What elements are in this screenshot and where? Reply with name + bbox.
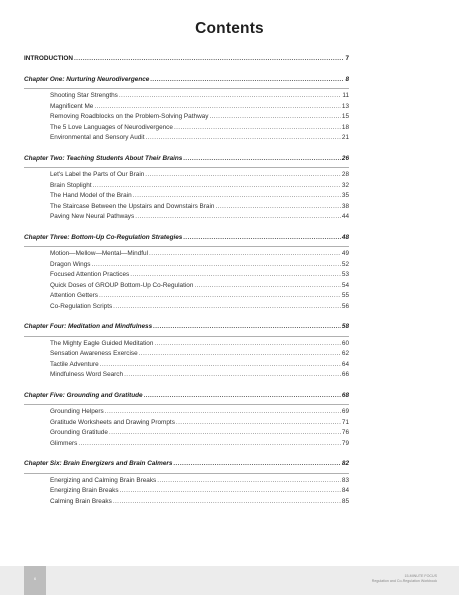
toc-entry-page: 7 xyxy=(345,55,349,62)
chapter-divider xyxy=(24,336,349,337)
dot-leader xyxy=(194,281,341,292)
toc-chapter-block xyxy=(24,391,349,450)
chapter-divider xyxy=(24,246,349,247)
dot-leader xyxy=(119,91,342,102)
toc-item-page: 35 xyxy=(341,192,349,199)
toc-item[interactable] xyxy=(24,170,349,181)
toc-item-page: 13 xyxy=(341,102,349,110)
dot-leader xyxy=(183,233,341,244)
toc-item[interactable] xyxy=(24,370,349,381)
toc-item[interactable] xyxy=(24,428,349,439)
footer-line-1: 15-MINUTE FOCUS xyxy=(404,574,437,578)
toc-item-list xyxy=(24,170,349,223)
toc-item-label: Grounding Gratitude xyxy=(50,429,108,436)
toc-item-list xyxy=(24,249,349,312)
toc-chapter-label: Chapter Three: Bottom-Up Co-Regulation Strategies xyxy=(24,233,183,241)
dot-leader xyxy=(94,102,341,113)
dot-leader xyxy=(133,191,341,202)
toc-item-list xyxy=(24,407,349,449)
toc-chapter-label: Chapter One: Nurturing Neurodivergence xyxy=(24,75,150,83)
toc-item-page: 32 xyxy=(341,181,349,189)
dot-leader xyxy=(135,212,341,223)
toc-item-page: 28 xyxy=(341,171,349,178)
toc-item-page: 64 xyxy=(341,360,349,368)
toc-item[interactable] xyxy=(24,281,349,292)
toc-item-page: 53 xyxy=(341,271,349,278)
toc-item[interactable] xyxy=(24,360,349,371)
toc-chapter-block xyxy=(24,322,349,381)
toc-item[interactable] xyxy=(24,102,349,113)
toc-chapter-block xyxy=(24,233,349,313)
toc-item-page: 38 xyxy=(341,202,349,210)
toc-item[interactable] xyxy=(24,91,349,102)
toc-item-list xyxy=(24,476,349,508)
toc-chapter-heading[interactable] xyxy=(24,459,349,470)
toc-item-page: 76 xyxy=(341,429,349,436)
toc-item-page: 55 xyxy=(341,292,349,299)
toc-item-label: Co-Regulation Scripts xyxy=(50,302,113,310)
dot-leader xyxy=(113,302,341,313)
toc-item-label: Glimmers xyxy=(50,439,78,447)
toc-item[interactable] xyxy=(24,486,349,497)
toc-item-page: 11 xyxy=(342,92,349,99)
dot-leader xyxy=(120,486,341,497)
toc-chapter-label: Chapter Six: Brain Energizers and Brain Calmers xyxy=(24,460,173,467)
toc-item-page: 49 xyxy=(341,250,349,257)
toc-item-label: Dragon Wings xyxy=(50,260,91,268)
toc-chapter-page: 82 xyxy=(341,460,349,467)
dot-leader xyxy=(109,428,341,439)
toc-item[interactable] xyxy=(24,349,349,360)
toc-item[interactable] xyxy=(24,418,349,429)
toc-item-label: Mindfulness Word Search xyxy=(50,371,124,378)
toc-item-page: 56 xyxy=(341,302,349,310)
toc-item[interactable] xyxy=(24,339,349,350)
dot-leader xyxy=(150,75,344,86)
chapter-divider xyxy=(24,404,349,405)
dot-leader xyxy=(174,123,341,134)
dot-leader xyxy=(130,270,341,281)
toc-item-label: The Staircase Between the Upstairs and Downstairs Brain xyxy=(50,202,215,210)
chapter-divider xyxy=(24,167,349,168)
toc-item-label: Grounding Helpers xyxy=(50,408,104,415)
toc-item-page: 85 xyxy=(341,497,349,505)
dot-leader xyxy=(93,181,341,192)
toc-item-label: Magnificent Me xyxy=(50,102,94,110)
toc-chapter-block xyxy=(24,459,349,507)
toc-item-page: 60 xyxy=(341,339,349,347)
toc-item-label: Gratitude Worksheets and Drawing Prompts xyxy=(50,418,175,426)
toc-chapter-heading[interactable] xyxy=(24,322,349,333)
toc-item[interactable] xyxy=(24,191,349,202)
table-of-contents xyxy=(24,52,349,507)
toc-item[interactable] xyxy=(24,407,349,418)
dot-leader xyxy=(124,370,341,381)
dot-leader xyxy=(99,291,341,302)
toc-item-label: Energizing Brain Breaks xyxy=(50,487,119,494)
toc-item-label: Shooting Star Strengths xyxy=(50,92,118,99)
toc-entry-label: INTRODUCTION xyxy=(24,55,73,62)
toc-item[interactable] xyxy=(24,291,349,302)
toc-item-page: 83 xyxy=(341,476,349,484)
toc-chapter-page: 58 xyxy=(341,323,349,330)
toc-item-page: 18 xyxy=(341,123,349,131)
toc-chapter-page: 26 xyxy=(341,154,349,162)
toc-item-label: The 5 Love Languages of Neurodivergence xyxy=(50,123,173,131)
dot-leader xyxy=(176,418,341,429)
toc-item-page: 52 xyxy=(341,260,349,268)
toc-item-label: Tactile Adventure xyxy=(50,360,99,368)
chapter-divider xyxy=(24,473,349,474)
dot-leader xyxy=(78,439,341,450)
toc-chapter-label: Chapter Five: Grounding and Gratitude xyxy=(24,391,143,399)
toc-item[interactable] xyxy=(24,202,349,213)
toc-item-page: 44 xyxy=(341,213,349,220)
toc-item-label: Calming Brain Breaks xyxy=(50,497,112,505)
dot-leader xyxy=(139,349,341,360)
dot-leader xyxy=(145,170,341,181)
toc-item-label: Attention Getters xyxy=(50,292,98,299)
dot-leader xyxy=(74,54,344,65)
toc-chapter-page: 48 xyxy=(341,233,349,241)
dot-leader xyxy=(153,322,341,333)
toc-item[interactable] xyxy=(24,249,349,260)
toc-item-label: Removing Roadblocks on the Problem-Solving Pathway xyxy=(50,113,209,120)
toc-item-label: Quick Doses of GROUP Bottom-Up Co-Regulation xyxy=(50,281,194,289)
toc-item-page: 84 xyxy=(341,487,349,494)
toc-item[interactable] xyxy=(24,270,349,281)
dot-leader xyxy=(146,133,341,144)
dot-leader xyxy=(105,407,341,418)
toc-item-page: 66 xyxy=(341,371,349,378)
footer-book-title xyxy=(317,574,437,584)
footer-line-2: Regulation and Co-Regulation Workbook xyxy=(371,579,437,583)
toc-item-label: Let's Label the Parts of Our Brain xyxy=(50,171,145,178)
toc-item-list xyxy=(24,339,349,381)
toc-chapter-label: Chapter Four: Meditation and Mindfulness xyxy=(24,323,153,330)
toc-item[interactable] xyxy=(24,212,349,223)
toc-chapter-block xyxy=(24,154,349,223)
toc-chapter-label: Chapter Two: Teaching Students About Their Brains xyxy=(24,154,183,162)
toc-item[interactable] xyxy=(24,123,349,134)
dot-leader xyxy=(209,112,340,123)
dot-leader xyxy=(144,391,341,402)
dot-leader xyxy=(154,339,341,350)
toc-item[interactable] xyxy=(24,439,349,450)
toc-chapter-heading[interactable] xyxy=(24,391,349,402)
toc-item-list xyxy=(24,91,349,144)
toc-item[interactable] xyxy=(24,476,349,487)
toc-item[interactable] xyxy=(24,133,349,144)
dot-leader xyxy=(100,360,341,371)
dot-leader xyxy=(215,202,340,213)
toc-item[interactable] xyxy=(24,497,349,508)
toc-item-label: Motion—Mellow—Mental—Mindful xyxy=(50,250,149,257)
dot-leader xyxy=(157,476,341,487)
toc-item-page: 79 xyxy=(341,439,349,447)
toc-item-label: Environmental and Sensory Audit xyxy=(50,134,145,141)
toc-item-label: Energizing and Calming Brain Breaks xyxy=(50,476,157,484)
toc-item-label: Focused Attention Practices xyxy=(50,271,130,278)
toc-chapter-block xyxy=(24,75,349,144)
toc-chapter-heading[interactable] xyxy=(24,233,349,244)
toc-chapter-heading[interactable] xyxy=(24,75,349,86)
dot-leader xyxy=(113,497,341,508)
toc-item[interactable] xyxy=(24,112,349,123)
toc-item[interactable] xyxy=(24,181,349,192)
toc-item-page: 62 xyxy=(341,350,349,357)
dot-leader xyxy=(183,154,341,165)
toc-item-label: The Hand Model of the Brain xyxy=(50,192,132,199)
toc-item-label: Paving New Neural Pathways xyxy=(50,213,135,220)
toc-item-label: The Mighty Eagle Guided Meditation xyxy=(50,339,154,347)
dot-leader xyxy=(149,249,341,260)
footer-page-number: 6 xyxy=(33,577,37,581)
chapter-divider xyxy=(24,88,349,89)
toc-chapter-heading[interactable] xyxy=(24,154,349,165)
toc-item[interactable] xyxy=(24,302,349,313)
toc-item-label: Sensation Awareness Exercise xyxy=(50,350,138,357)
toc-chapter-page: 8 xyxy=(345,75,349,83)
toc-chapter-page: 68 xyxy=(341,391,349,399)
toc-item-page: 15 xyxy=(341,113,349,120)
toc-item-page: 69 xyxy=(341,408,349,415)
dot-leader xyxy=(92,260,341,271)
toc-item-page: 21 xyxy=(341,134,349,141)
toc-item[interactable] xyxy=(24,260,349,271)
toc-entry-introduction[interactable] xyxy=(24,54,349,65)
toc-item-label: Brain Stoplight xyxy=(50,181,92,189)
toc-item-page: 71 xyxy=(341,418,349,426)
toc-item-page: 54 xyxy=(341,281,349,289)
page-title: Contents xyxy=(195,20,264,37)
dot-leader xyxy=(173,459,340,470)
